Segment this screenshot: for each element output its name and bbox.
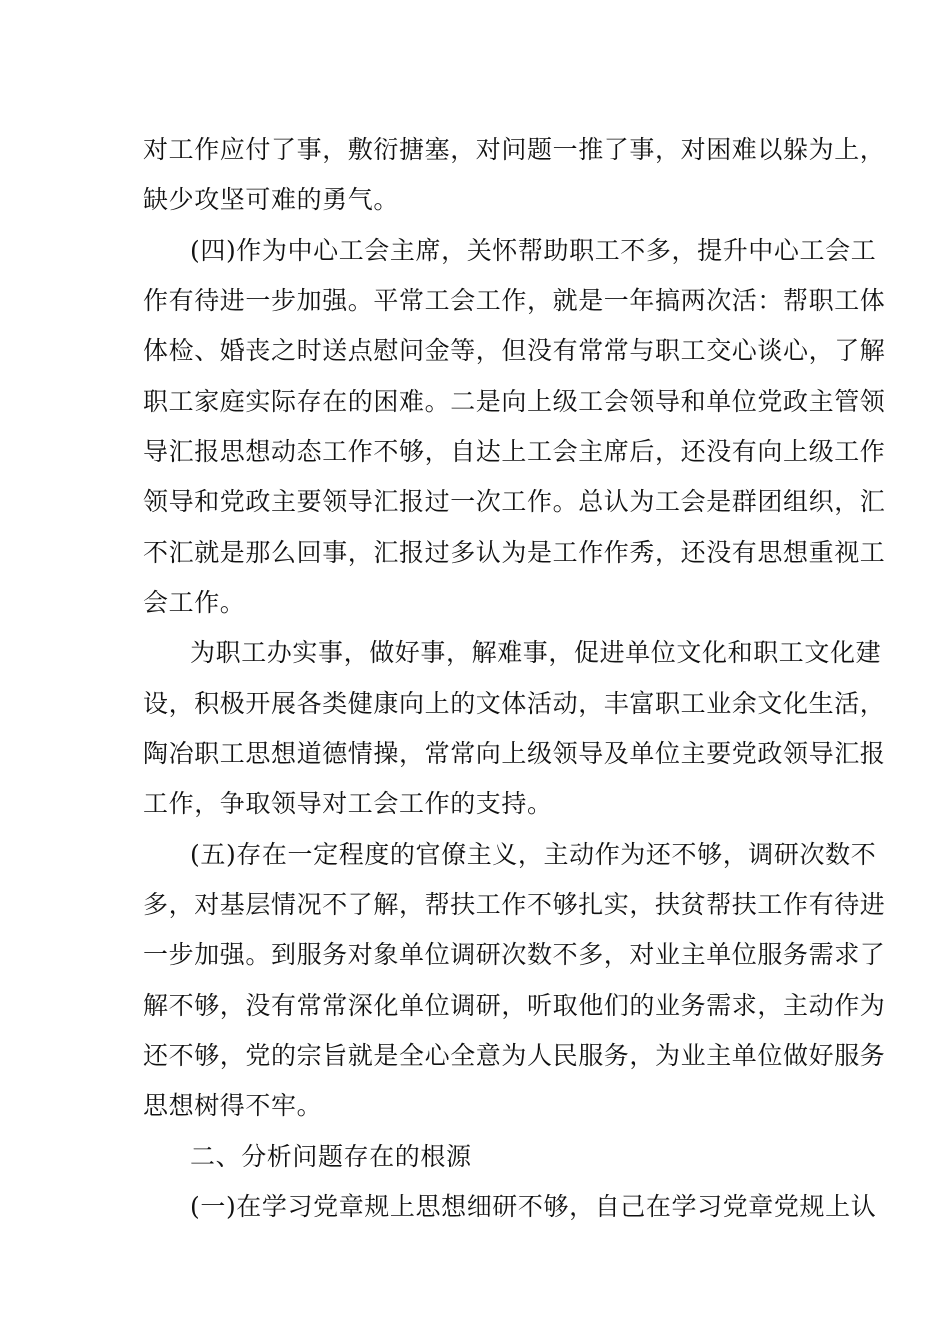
text-line: 体检、婚丧之时送点慰问金等，但没有常常与职工交心谈心，了解: [143, 336, 886, 365]
text-line: 一步加强。到服务对象单位调研次数不多，对业主单位服务需求了: [143, 940, 886, 969]
text-line: 缺少攻坚可难的勇气。: [143, 185, 400, 214]
text-line: 解不够，没有常常深化单位调研，听取他们的业务需求，主动作为: [143, 991, 886, 1020]
section-heading: 二、分析问题存在的根源: [190, 1142, 472, 1171]
text-line: 作有待进一步加强。平常工会工作，就是一年搞两次活：帮职工体: [143, 286, 886, 315]
text-line: 对工作应付了事，敷衍搪塞，对问题一推了事，对困难以躲为上，: [143, 135, 886, 164]
text-line: 不汇就是那么回事，汇报过多认为是工作作秀，还没有思想重视工: [143, 538, 886, 567]
paragraph-start: (五)存在一定程度的官僚主义，主动作为还不够，调研次数不: [190, 840, 877, 869]
text-line: 工作，争取领导对工会工作的支持。: [143, 789, 553, 818]
text-line: 多，对基层情况不了解，帮扶工作不够扎实，扶贫帮扶工作有待进: [143, 890, 886, 919]
paragraph-start: (一)在学习党章规上思想细研不够，自己在学习党章党规上认: [190, 1192, 877, 1221]
text-line: 会工作。: [143, 588, 246, 617]
text-line: 设，积极开展各类健康向上的文体活动，丰富职工业余文化生活，: [143, 689, 886, 718]
text-line: 领导和党政主要领导汇报过一次工作。总认为工会是群团组织，汇: [143, 487, 886, 516]
text-line: 导汇报思想动态工作不够，自达上工会主席后，还没有向上级工作: [143, 437, 886, 466]
paragraph-start: 为职工办实事，做好事，解难事，促进单位文化和职工文化建: [190, 638, 882, 667]
text-line: 职工家庭实际存在的困难。二是向上级工会领导和单位党政主管领: [143, 387, 886, 416]
text-line: 陶冶职工思想道德情操，常常向上级领导及单位主要党政领导汇报: [143, 739, 886, 768]
text-line: 还不够，党的宗旨就是全心全意为人民服务，为业主单位做好服务: [143, 1041, 886, 1070]
text-line: 思想树得不牢。: [143, 1091, 323, 1120]
paragraph-start: (四)作为中心工会主席，关怀帮助职工不多，提升中心工会工: [190, 236, 877, 265]
